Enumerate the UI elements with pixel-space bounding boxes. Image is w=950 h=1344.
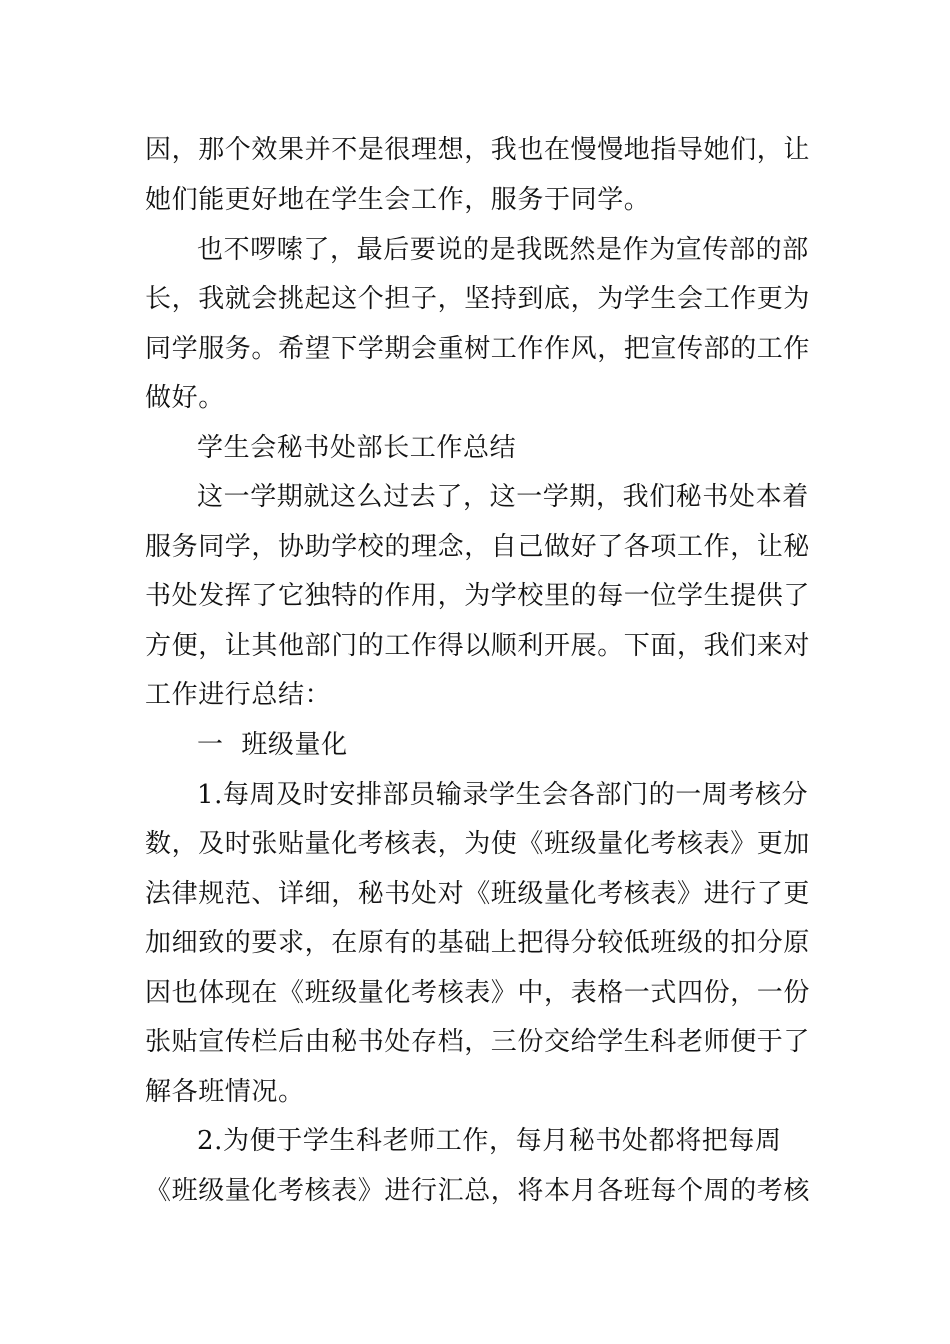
paragraph-line: 方便，让其他部门的工作得以顺利开展。下面，我们来对	[145, 631, 811, 661]
paragraph-line: 1.每周及时安排部员输录学生会各部门的一周考核分	[197, 780, 809, 810]
paragraph-line: 长，我就会挑起这个担子，坚持到底，为学生会工作更为	[145, 284, 811, 314]
paragraph-line: 工作进行总结：	[145, 680, 332, 710]
paragraph-line: 也不啰嗦了，最后要说的是我既然是作为宣传部的部	[197, 235, 809, 265]
paragraph-line: 她们能更好地在学生会工作，服务于同学。	[145, 185, 651, 215]
paragraph-line: 因，那个效果并不是很理想，我也在慢慢地指导她们，让	[145, 135, 811, 165]
paragraph-line: 加细致的要求，在原有的基础上把得分较低班级的扣分原	[145, 928, 811, 958]
subsection-heading: 一 班级量化	[197, 730, 348, 760]
paragraph-line: 服务同学，协助学校的理念，自己做好了各项工作，让秘	[145, 532, 811, 562]
paragraph-line: 书处发挥了它独特的作用，为学校里的每一位学生提供了	[145, 581, 811, 611]
section-heading: 学生会秘书处部长工作总结	[197, 433, 517, 463]
paragraph-line: 解各班情况。	[145, 1077, 305, 1107]
paragraph-line: 同学服务。希望下学期会重树工作作风，把宣传部的工作	[145, 334, 811, 364]
paragraph-line: 因也体现在《班级量化考核表》中，表格一式四份，一份	[145, 978, 811, 1008]
paragraph-line: 做好。	[145, 383, 225, 413]
paragraph-line: 法律规范、详细，秘书处对《班级量化考核表》进行了更	[145, 879, 811, 909]
paragraph-line: 这一学期就这么过去了，这一学期，我们秘书处本着	[197, 482, 809, 512]
paragraph-line: 张贴宣传栏后由秘书处存档，三份交给学生科老师便于了	[145, 1027, 811, 1057]
paragraph-line: 《班级量化考核表》进行汇总，将本月各班每个周的考核	[145, 1176, 811, 1206]
paragraph-line: 数，及时张贴量化考核表，为使《班级量化考核表》更加	[145, 829, 811, 859]
paragraph-line: 2.为便于学生科老师工作，每月秘书处都将把每周	[197, 1126, 782, 1156]
